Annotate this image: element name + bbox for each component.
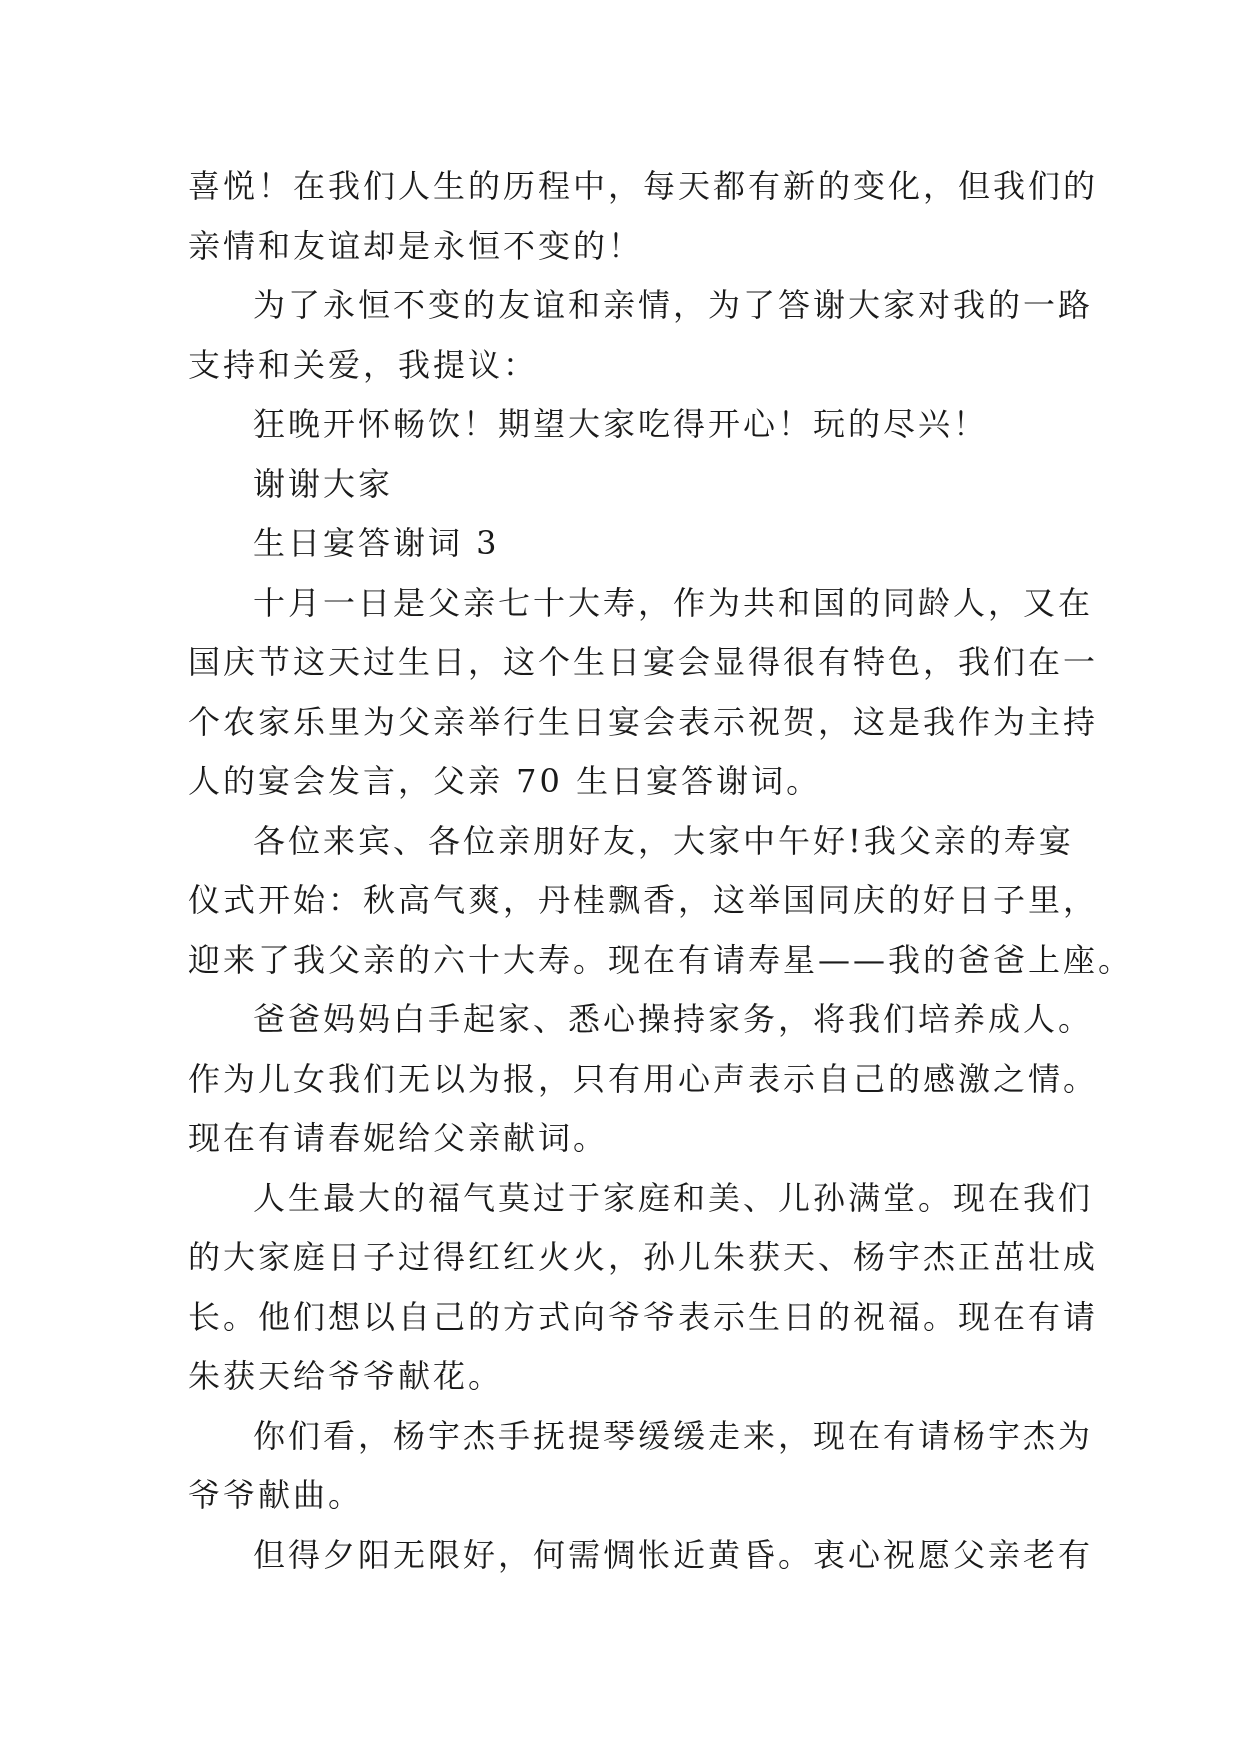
text-line: 支持和关爱，我提议： <box>188 345 539 384</box>
text-line: 人的宴会发言，父亲 70 生日宴答谢词。 <box>188 762 822 800</box>
paragraph <box>188 812 1134 991</box>
text-line: 的大家庭日子过得红红火火，孙儿朱获天、杨宇杰正茁壮成 <box>188 1238 1099 1276</box>
text-line: 亲情和友谊却是永恒不变的！ <box>188 226 644 265</box>
text-line: 谢谢大家 <box>253 464 394 503</box>
paragraph <box>188 1169 1099 1407</box>
text-line: 作为儿女我们无以为报，只有用心声表示自己的感激之情。 <box>188 1059 1099 1098</box>
text-line: 各位来宾、各位亲朋好友，大家中午好!我父亲的寿宴 <box>253 821 1074 860</box>
text-line: 为了永恒不变的友谊和亲情，为了答谢大家对我的一路 <box>253 286 1094 324</box>
text-line: 爸爸妈妈白手起家、悉心操持家务，将我们培养成人。 <box>253 1000 1094 1038</box>
text-line: 国庆节这天过生日，这个生日宴会显得很有特色，我们在一 <box>188 643 1099 681</box>
text-line: 喜悦！在我们人生的历程中，每天都有新的变化，但我们的 <box>188 167 1099 205</box>
paragraph <box>188 455 1068 515</box>
paragraph <box>188 1407 1094 1526</box>
text-line: 个农家乐里为父亲举行生日宴会表示祝贺，这是我作为主持 <box>188 702 1099 741</box>
text-line: 狂晚开怀畅饮！期望大家吃得开心！玩的尽兴！ <box>253 405 989 443</box>
document-body <box>188 157 1134 1585</box>
text-line: 爷爷献曲。 <box>188 1476 364 1514</box>
text-line: 现在有请春妮给父亲献词。 <box>188 1119 609 1157</box>
text-line: 你们看，杨宇杰手抚提琴缓缓走来，现在有请杨宇杰为 <box>253 1416 1094 1455</box>
text-line: 朱获天给爷爷献花。 <box>188 1357 504 1395</box>
paragraph <box>188 157 1099 276</box>
text-line: 仪式开始：秋高气爽，丹桂飘香，这举国同庆的好日子里， <box>188 881 1099 919</box>
text-line: 长。他们想以自己的方式向爷爷表示生日的祝福。现在有请 <box>188 1297 1099 1336</box>
paragraph <box>188 276 1094 395</box>
text-line: 十月一日是父亲七十大寿，作为共和国的同龄人，又在 <box>253 583 1094 622</box>
text-line: 生日宴答谢词 3 <box>253 524 500 562</box>
text-line: 但得夕阳无限好，何需惆怅近黄昏。衷心祝愿父亲老有 <box>253 1535 1094 1574</box>
text-line: 人生最大的福气莫过于家庭和美、儿孙满堂。现在我们 <box>253 1178 1094 1217</box>
paragraph <box>188 990 1099 1169</box>
text-line: 迎来了我父亲的六十大寿。现在有请寿星——我的爸爸上座。 <box>188 940 1134 979</box>
paragraph <box>188 1526 1094 1586</box>
paragraph <box>188 514 1068 574</box>
paragraph <box>188 574 1099 812</box>
paragraph <box>188 395 1068 455</box>
